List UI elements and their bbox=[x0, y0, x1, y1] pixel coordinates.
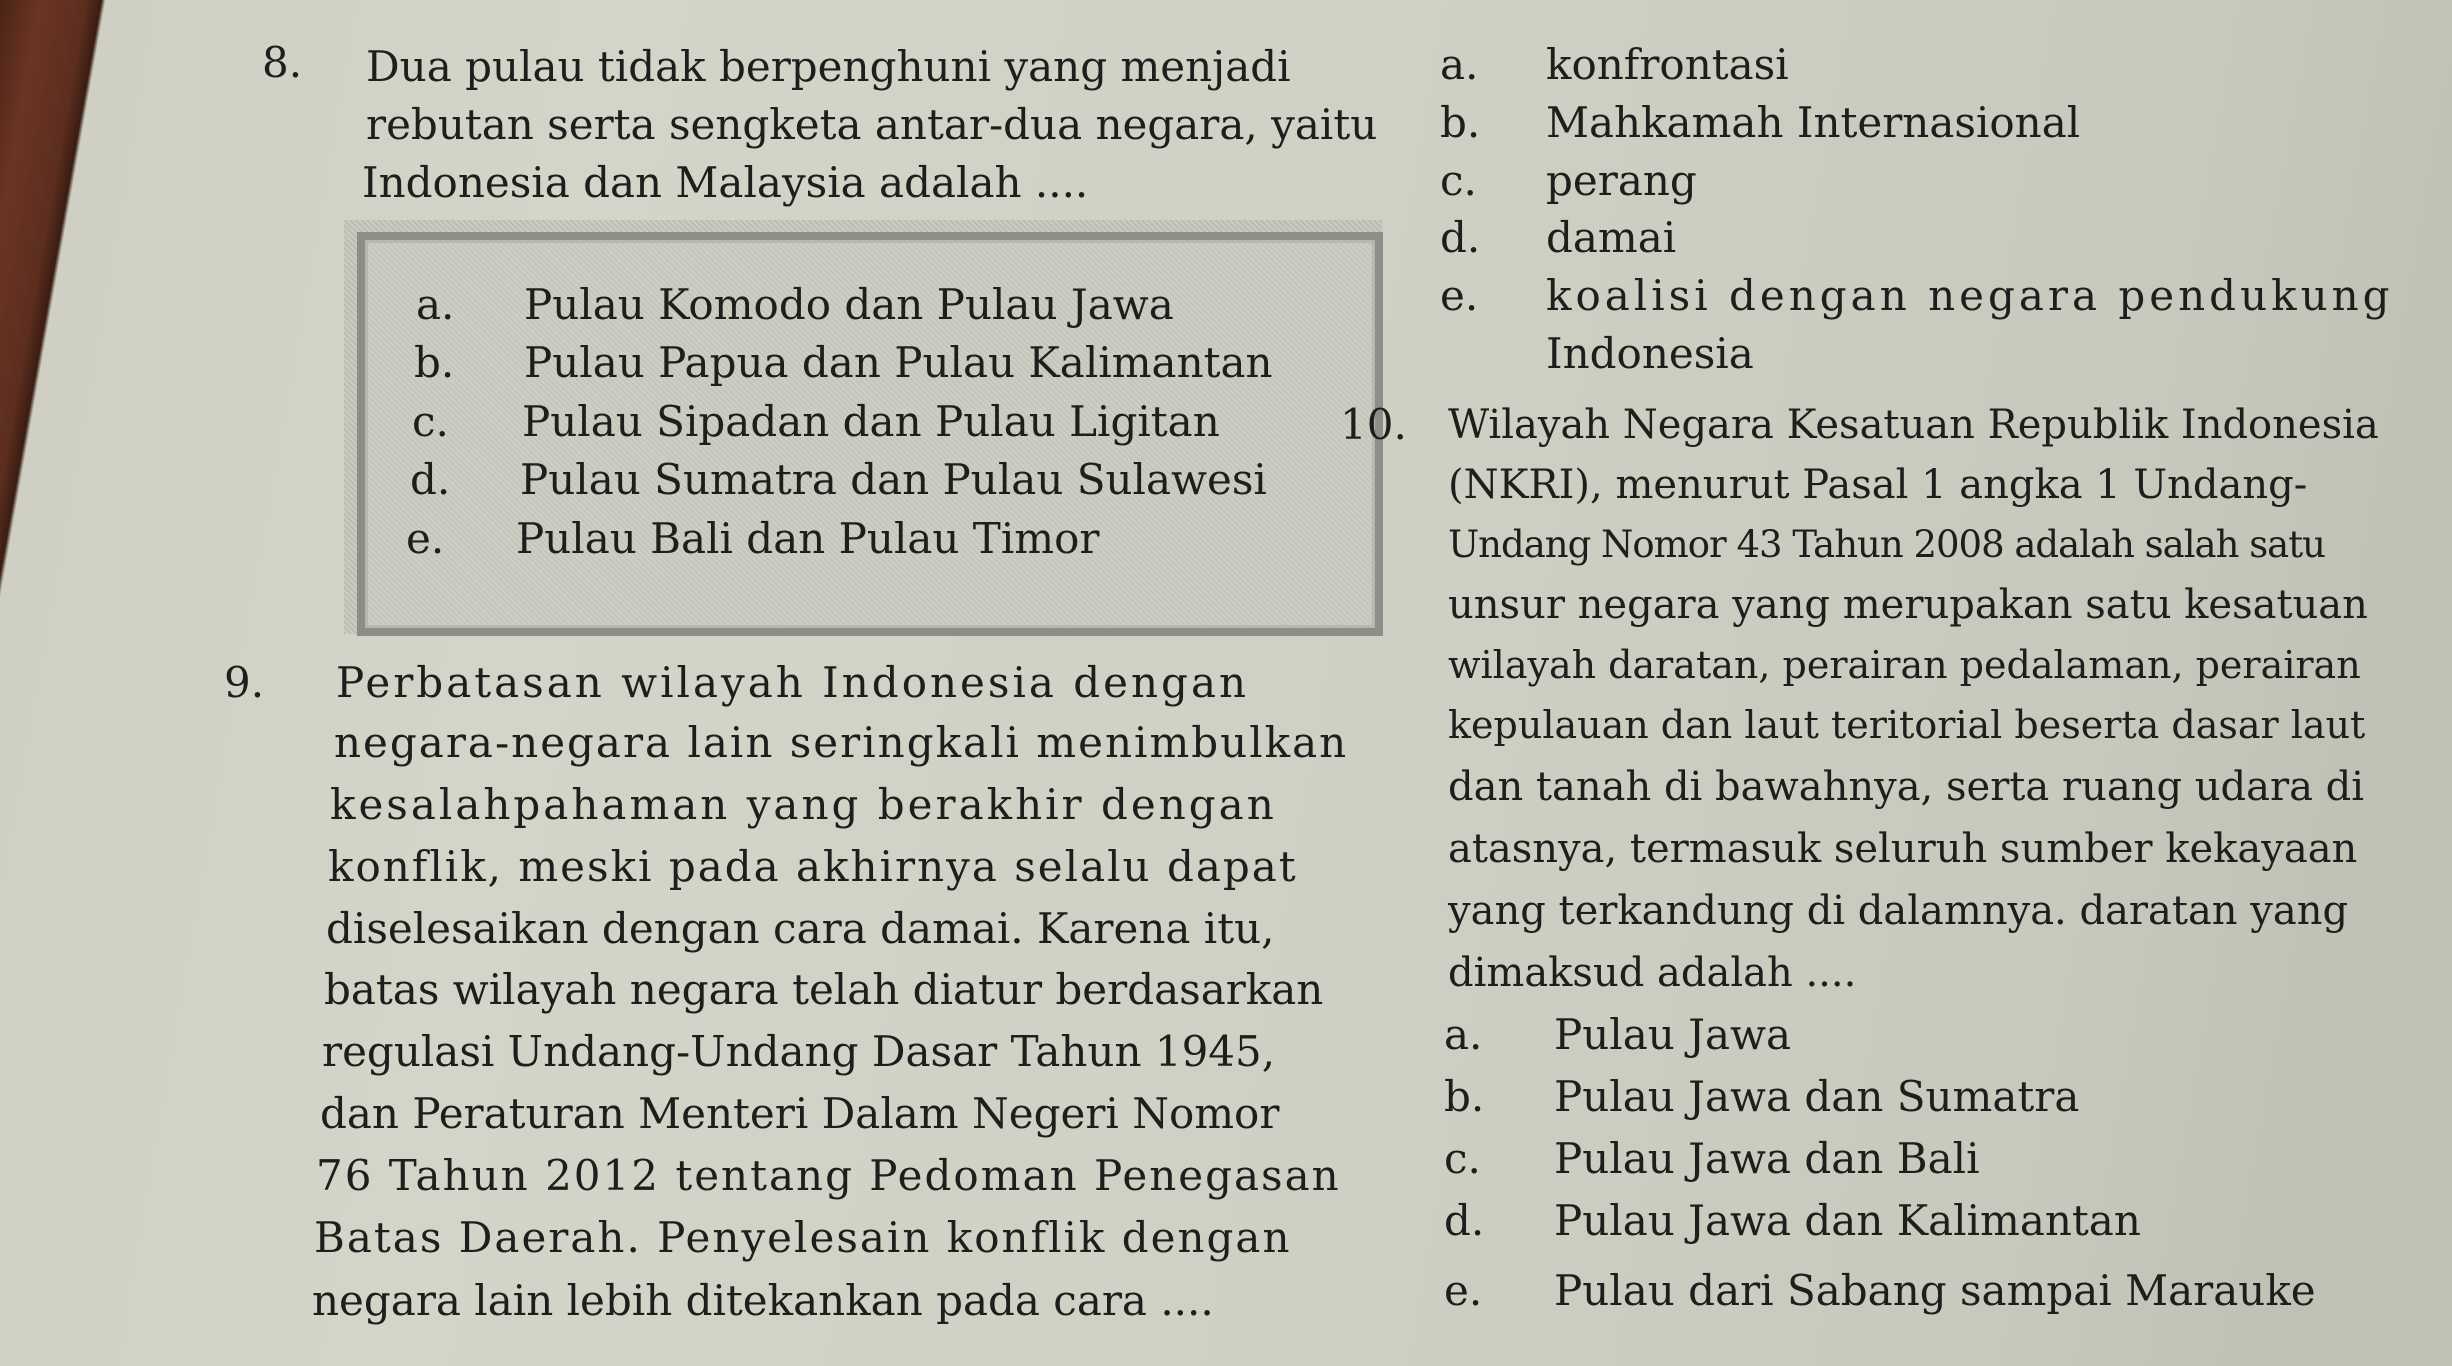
q10-number: 10. bbox=[1340, 400, 1407, 449]
q9-option-text: damai bbox=[1546, 213, 1677, 262]
q10-stem-line: Undang Nomor 43 Tahun 2008 adalah salah satu bbox=[1448, 523, 2325, 566]
q8-option-letter: a. bbox=[416, 280, 455, 329]
q10-option-letter: c. bbox=[1444, 1134, 1481, 1183]
q10-option-text: Pulau Jawa dan Sumatra bbox=[1554, 1072, 2080, 1121]
q10-stem-line: Wilayah Negara Kesatuan Republik Indonesia bbox=[1448, 402, 2379, 448]
q10-stem-line: wilayah daratan, perairan pedalaman, perairan bbox=[1448, 643, 2361, 687]
q10-stem-line: (NKRI), menurut Pasal 1 angka 1 Undang- bbox=[1448, 462, 2308, 508]
q10-stem-line: dimaksud adalah .... bbox=[1448, 950, 1857, 996]
q10-option-text: Pulau Jawa dan Bali bbox=[1554, 1134, 1980, 1183]
q8-option-letter: d. bbox=[410, 455, 451, 504]
q10-stem-line: yang terkandung di dalamnya. daratan yang bbox=[1448, 888, 2349, 934]
q10-option-letter: e. bbox=[1444, 1266, 1483, 1315]
q8-option-letter: b. bbox=[414, 338, 455, 387]
q9-stem-line: Perbatasan wilayah Indonesia dengan bbox=[336, 658, 1250, 707]
q8-option-text: Pulau Bali dan Pulau Timor bbox=[516, 514, 1100, 563]
q10-stem-line: atasnya, termasuk seluruh sumber kekayaan bbox=[1448, 826, 2358, 872]
q8-stem-line: rebutan serta sengketa antar-dua negara, yaitu bbox=[366, 100, 1378, 149]
q10-option-letter: d. bbox=[1444, 1196, 1485, 1245]
q9-stem-line: negara lain lebih ditekankan pada cara .... bbox=[312, 1276, 1214, 1325]
q8-stem-line: Dua pulau tidak berpenghuni yang menjadi bbox=[366, 42, 1291, 91]
q9-stem-line: 76 Tahun 2012 tentang Pedoman Penegasan bbox=[316, 1151, 1341, 1200]
q9-stem-line: konflik, meski pada akhirnya selalu dapat bbox=[328, 842, 1298, 891]
q8-number: 8. bbox=[262, 38, 303, 87]
q8-option-letter: c. bbox=[412, 397, 449, 446]
textbook-page bbox=[104, 0, 2452, 1366]
q9-stem-line: regulasi Undang-Undang Dasar Tahun 1945, bbox=[322, 1027, 1276, 1076]
q9-option-letter: c. bbox=[1440, 156, 1477, 205]
q10-option-text: Pulau Jawa dan Kalimantan bbox=[1554, 1196, 2141, 1245]
q9-option-letter: d. bbox=[1440, 213, 1481, 262]
q10-stem-line: unsur negara yang merupakan satu kesatuan bbox=[1448, 582, 2368, 628]
q9-option-letter: e. bbox=[1440, 271, 1479, 320]
q9-option-text: konfrontasi bbox=[1546, 40, 1789, 89]
q10-option-letter: b. bbox=[1444, 1072, 1485, 1121]
q8-stem-line: Indonesia dan Malaysia adalah .... bbox=[362, 158, 1089, 207]
q10-stem-line: kepulauan dan laut teritorial beserta dasar laut bbox=[1448, 703, 2366, 747]
q9-option-letter: a. bbox=[1440, 40, 1479, 89]
q9-stem-line: dan Peraturan Menteri Dalam Negeri Nomor bbox=[320, 1089, 1280, 1138]
q10-option-letter: a. bbox=[1444, 1010, 1483, 1059]
q9-stem-line: Batas Daerah. Penyelesain konflik dengan bbox=[314, 1213, 1292, 1262]
q10-option-text: Pulau dari Sabang sampai Marauke bbox=[1554, 1266, 2316, 1315]
q8-option-text: Pulau Sipadan dan Pulau Ligitan bbox=[522, 397, 1220, 446]
q9-option-e-continuation: Indonesia bbox=[1546, 329, 1754, 378]
q9-stem-line: negara-negara lain seringkali menimbulkan bbox=[334, 718, 1349, 767]
q10-option-text: Pulau Jawa bbox=[1554, 1010, 1792, 1059]
q8-option-text: Pulau Papua dan Pulau Kalimantan bbox=[524, 338, 1273, 387]
q9-stem-line: batas wilayah negara telah diatur berdasarkan bbox=[324, 965, 1324, 1014]
q9-option-letter: b. bbox=[1440, 98, 1481, 147]
q9-option-text: Mahkamah Internasional bbox=[1546, 98, 2081, 147]
q9-option-text: perang bbox=[1546, 156, 1697, 205]
q9-stem-line: diselesaikan dengan cara damai. Karena itu, bbox=[326, 904, 1275, 953]
q8-option-text: Pulau Sumatra dan Pulau Sulawesi bbox=[520, 455, 1267, 504]
q9-number: 9. bbox=[224, 658, 265, 707]
q10-stem-line: dan tanah di bawahnya, serta ruang udara di bbox=[1448, 764, 2365, 810]
q9-stem-line: kesalahpahaman yang berakhir dengan bbox=[330, 780, 1277, 829]
q8-option-letter: e. bbox=[406, 514, 445, 563]
q9-option-text: koalisi dengan negara pendukung bbox=[1546, 271, 2394, 320]
q8-option-text: Pulau Komodo dan Pulau Jawa bbox=[524, 280, 1174, 329]
